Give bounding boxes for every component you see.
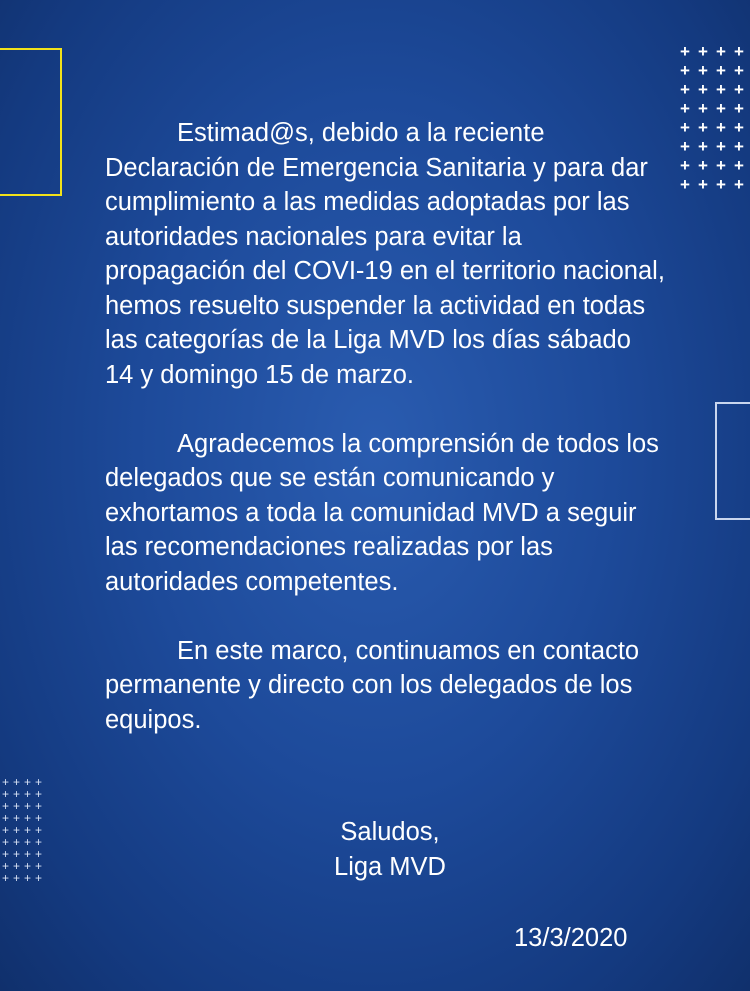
announcement-body (105, 116, 665, 772)
plus-icon: + (23, 835, 31, 849)
plus-icon: + (1, 823, 9, 837)
plus-icon: + (1, 871, 9, 885)
plus-icon: + (1, 859, 9, 873)
plus-icon: + (12, 859, 20, 873)
plus-icon: + (698, 156, 708, 175)
plus-icon: + (34, 847, 42, 861)
plus-icon: + (12, 799, 20, 813)
plus-icon: + (680, 61, 690, 80)
plus-icon: + (23, 871, 31, 885)
plus-icon: + (12, 871, 20, 885)
plus-icon: + (34, 823, 42, 837)
plus-icon: + (23, 847, 31, 861)
plus-icon: + (1, 847, 9, 861)
plus-icon: + (734, 137, 744, 156)
plus-icon: + (23, 823, 31, 837)
closing-greeting: Saludos, (340, 818, 440, 846)
plus-icon: + (698, 61, 708, 80)
plus-icon: + (1, 811, 9, 825)
plus-icon: + (680, 137, 690, 156)
plus-icon: + (34, 787, 42, 801)
plus-icon: + (34, 799, 42, 813)
plus-icon: + (734, 175, 744, 194)
paragraph-thanks: Agradecemos la comprensión de todos los delegados que se están comunicando y exhortamos a toda la comunidad MVD a seguir las recomendaciones realizadas por las autoridades competentes. (105, 429, 659, 596)
plus-icon: + (734, 80, 744, 99)
plus-icon: + (698, 118, 708, 137)
plus-icon: + (680, 42, 690, 61)
letter-date: 13/3/2020 (514, 924, 628, 952)
plus-icon: + (12, 787, 20, 801)
plus-icon: + (680, 156, 690, 175)
plus-icon: + (716, 137, 726, 156)
plus-icon: + (698, 137, 708, 156)
plus-icon: + (12, 811, 20, 825)
plus-icon: + (716, 99, 726, 118)
plus-icon: + (734, 99, 744, 118)
plus-icon: + (23, 799, 31, 813)
paragraph-contact: En este marco, continuamos en contacto permanente y directo con los delegados de los equipos. (105, 636, 640, 734)
plus-icon: + (34, 859, 42, 873)
plus-icon: + (716, 175, 726, 194)
plus-icon: + (23, 775, 31, 789)
plus-icon: + (734, 61, 744, 80)
plus-icon: + (680, 175, 690, 194)
plus-pattern-bottom-left (0, 776, 44, 884)
signature-name: Liga MVD (334, 852, 446, 881)
decorative-yellow-frame (0, 48, 62, 196)
plus-icon: + (716, 61, 726, 80)
plus-icon: + (12, 823, 20, 837)
plus-icon: + (12, 775, 20, 789)
plus-icon: + (716, 80, 726, 99)
plus-icon: + (12, 847, 20, 861)
plus-icon: + (698, 99, 708, 118)
plus-icon: + (23, 859, 31, 873)
plus-icon: + (680, 118, 690, 137)
plus-icon: + (734, 118, 744, 137)
plus-icon: + (734, 156, 744, 175)
decorative-white-frame (715, 402, 750, 520)
plus-icon: + (34, 775, 42, 789)
plus-icon: + (734, 42, 744, 61)
plus-icon: + (698, 42, 708, 61)
plus-icon: + (698, 80, 708, 99)
signature-block (300, 815, 480, 884)
plus-icon: + (23, 787, 31, 801)
plus-icon: + (680, 99, 690, 118)
paragraph-suspension: Estimad@s, debido a la reciente Declaración de Emergencia Sanitaria y para dar cumplimiento a las medidas adoptadas por las autoridades nacionales para evitar la propagación del COVI-19 en el territorio nacional, hemos resuelto suspender la actividad en todas las categorías de la Liga MVD los días sábado 14 y domingo 15 de marzo. (105, 119, 665, 389)
plus-icon: + (1, 835, 9, 849)
plus-icon: + (23, 811, 31, 825)
plus-icon: + (34, 835, 42, 849)
plus-icon: + (1, 787, 9, 801)
plus-pattern-top-right (676, 43, 748, 195)
plus-icon: + (34, 811, 42, 825)
plus-icon: + (698, 175, 708, 194)
plus-icon: + (1, 799, 9, 813)
plus-icon: + (1, 775, 9, 789)
plus-icon: + (34, 871, 42, 885)
plus-icon: + (716, 156, 726, 175)
plus-icon: + (680, 80, 690, 99)
plus-icon: + (716, 118, 726, 137)
plus-icon: + (716, 42, 726, 61)
plus-icon: + (12, 835, 20, 849)
